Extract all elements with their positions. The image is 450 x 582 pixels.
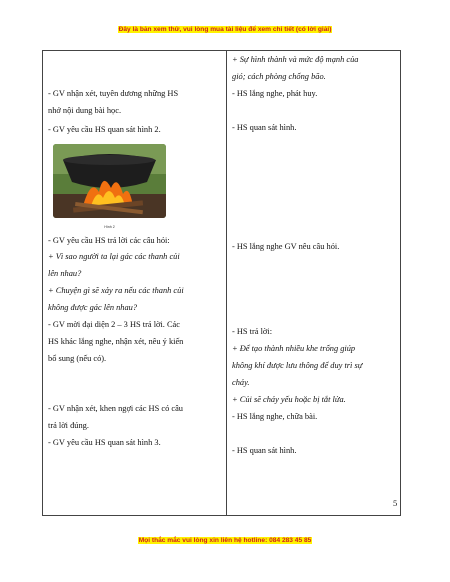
question-line: không được gác lên nhau?	[48, 303, 138, 312]
teacher-activities-cell	[43, 51, 227, 516]
answer-line: + Để tạo thành nhiều khe trống giúp	[232, 344, 356, 353]
question-line: + Vì sao người ta lại gác các thanh củi	[48, 252, 180, 261]
text-line: - GV mời đại diện 2 – 3 HS trả lời. Các	[48, 320, 180, 329]
text-line: bổ sung (nếu có).	[48, 354, 107, 363]
text-line: - HS quan sát hình.	[232, 123, 297, 132]
campfire-illustration	[53, 144, 166, 218]
page-number: 5	[393, 498, 398, 508]
text-line: - HS quan sát hình.	[232, 446, 297, 455]
answer-line: không khí được lưu thông để duy trì sự	[232, 361, 363, 370]
text-line: - GV yêu cầu HS trả lời các câu hỏi:	[48, 236, 170, 245]
preview-banner: Đây là bản xem thử, vui lòng mua tài liệu để xem chi tiết (có lời giải)	[118, 26, 332, 33]
text-line: gió; cách phòng chống bão.	[232, 72, 326, 81]
question-line: lên nhau?	[48, 269, 82, 278]
text-line: - GV yêu cầu HS quan sát hình 3.	[48, 438, 161, 447]
figure-caption: Hình 2	[104, 225, 115, 229]
text-line: - GV nhận xét, khen ngợi các HS có câu	[48, 404, 183, 413]
lesson-table	[42, 50, 401, 516]
text-line: - HS lắng nghe, phát huy.	[232, 89, 318, 98]
text-line: - GV nhận xét, tuyên dương những HS	[48, 89, 179, 98]
answer-line: cháy.	[232, 378, 250, 387]
answer-line: + Củi sẽ cháy yếu hoặc bị tắt lửa.	[232, 395, 346, 404]
text-line: HS khác lắng nghe, nhận xét, nêu ý kiến	[48, 337, 184, 346]
text-line: + Sự hình thành và mức độ mạnh của	[232, 55, 359, 64]
hotline-banner: Mọi thắc mắc vui lòng xin liên hệ hotline: 084 283 45 85	[138, 537, 312, 544]
campfire-photo	[53, 144, 166, 218]
question-line: + Chuyện gì sẽ xảy ra nếu các thanh củi	[48, 286, 184, 295]
text-line: - HS lắng nghe GV nêu câu hỏi.	[232, 242, 340, 251]
student-activities-cell	[227, 51, 401, 516]
text-line: - GV yêu cầu HS quan sát hình 2.	[48, 125, 161, 134]
text-line: - HS trả lời:	[232, 327, 273, 336]
text-line: - HS lắng nghe, chữa bài.	[232, 412, 318, 421]
text-line: nhớ nội dung bài học.	[48, 106, 122, 115]
text-line: trả lời đúng.	[48, 421, 89, 430]
